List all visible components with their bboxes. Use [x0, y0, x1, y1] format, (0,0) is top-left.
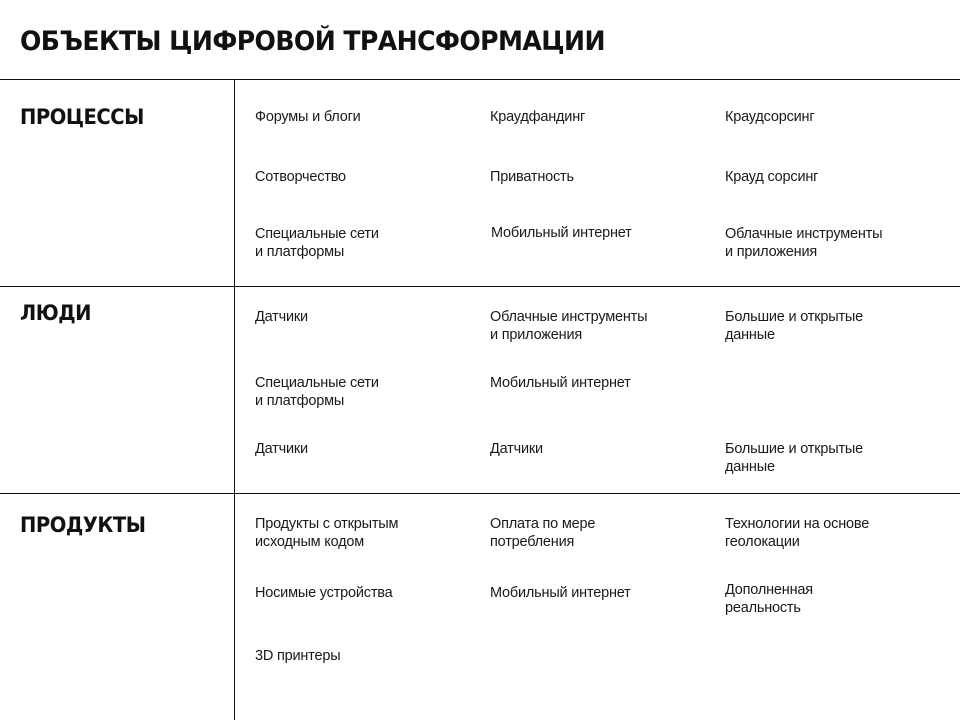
cell-people-r3-c2: Датчики — [490, 441, 543, 457]
section-label-processes: ПРОЦЕССЫ — [20, 105, 144, 129]
cell-people-r1-c2: Облачные инструменты и приложения — [490, 309, 648, 343]
cell-products-r1-c3: Технологии на основе геолокации — [725, 516, 870, 550]
cell-processes-r3-c3: Облачные инструменты и приложения — [725, 226, 883, 260]
cell-products-r1-c1: Продукты с открытым исходным кодом — [255, 516, 399, 550]
cell-products-r2-c1: Носимые устройства — [255, 585, 393, 601]
divider-people-products — [0, 493, 960, 494]
cell-people-r2-c2: Мобильный интернет — [490, 375, 631, 391]
section-label-products: ПРОДУКТЫ — [20, 513, 146, 537]
cell-processes-r2-c3: Крауд сорсинг — [725, 169, 819, 185]
cell-processes-r2-c2: Приватность — [490, 169, 574, 185]
cell-processes-r2-c1: Сотворчество — [255, 169, 346, 185]
cell-people-r1-c3: Большие и открытые данные — [725, 309, 863, 343]
cell-products-r2-c2: Мобильный интернет — [490, 585, 631, 601]
page-title: ОБЪЕКТЫ ЦИФРОВОЙ ТРАНСФОРМАЦИИ — [20, 26, 605, 57]
cell-processes-r3-c2: Мобильный интернет — [491, 225, 632, 241]
cell-people-r3-c3: Большие и открытые данные — [725, 441, 863, 475]
cell-processes-r3-c1: Специальные сети и платформы — [255, 226, 379, 260]
cell-products-r3-c1: 3D принтеры — [255, 648, 341, 664]
cell-people-r1-c1: Датчики — [255, 309, 308, 325]
cell-products-r2-c3: Дополненная реальность — [725, 582, 813, 616]
cell-processes-r1-c2: Краудфандинг — [490, 109, 586, 125]
cell-products-r1-c2: Оплата по мере потребления — [490, 516, 596, 550]
cell-processes-r1-c1: Форумы и блоги — [255, 109, 361, 125]
column-divider — [234, 79, 235, 720]
cell-people-r3-c1: Датчики — [255, 441, 308, 457]
divider-processes-people — [0, 286, 960, 287]
cell-processes-r1-c3: Краудсорсинг — [725, 109, 815, 125]
divider-top — [0, 79, 960, 80]
cell-people-r2-c1: Специальные сети и платформы — [255, 375, 379, 409]
section-label-people: ЛЮДИ — [20, 301, 92, 325]
